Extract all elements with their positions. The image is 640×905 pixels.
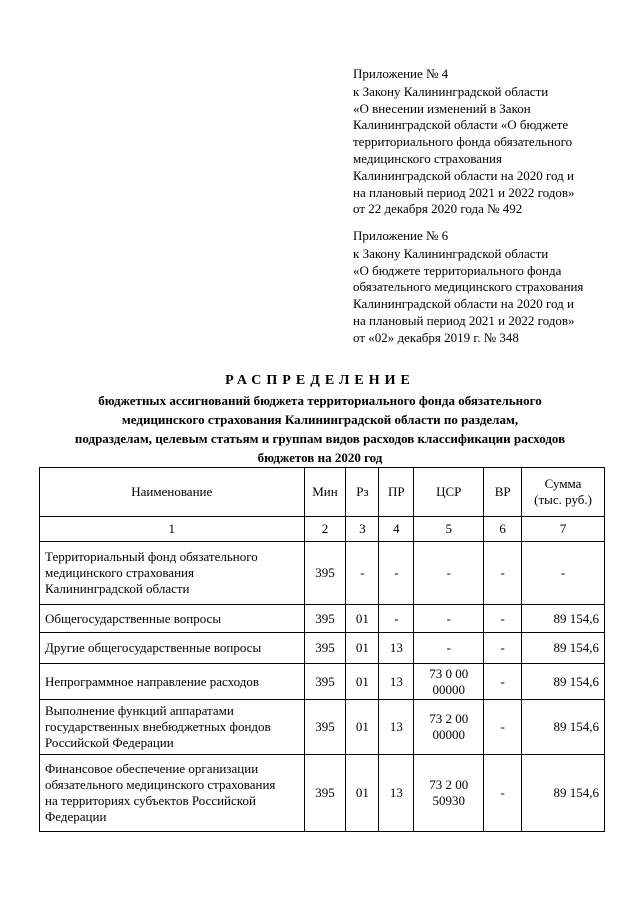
cell-vr: - (484, 633, 522, 664)
table-header-row (40, 468, 605, 517)
cell-pr: 13 (379, 755, 414, 832)
cell-rz: 01 (346, 700, 379, 755)
cell-csr-line: 73 2 00 (429, 777, 469, 792)
document-subtitle-line: медицинского страхования Калининградской области по разделам, (121, 412, 519, 427)
cell-csr (414, 700, 484, 755)
header-sum-line1: Сумма (544, 476, 582, 491)
cell-csr-line: - (446, 610, 451, 626)
cell-name (40, 755, 305, 832)
cell-csr (414, 633, 484, 664)
cell-rz: 01 (346, 755, 379, 832)
cell-csr-line: 50930 (432, 793, 465, 808)
cell-csr-line: - (446, 640, 451, 655)
cell-name-line: Финансовое обеспечение организации (45, 761, 259, 776)
cell-name-line: Непрограммное направление расходов (45, 673, 259, 689)
appendix-original-line: к Закону Калининградской области (353, 245, 549, 261)
appendix-original-line: обязательного медицинского страхования (353, 279, 584, 295)
appendix-original-line: «О бюджете территориального фонда (353, 262, 562, 278)
cell-min: 395 (304, 605, 346, 633)
column-number: 4 (379, 517, 414, 542)
cell-name (40, 605, 305, 633)
cell-pr: - (379, 542, 414, 605)
cell-name-line: Территориальный фонд обязательного (45, 549, 258, 564)
appendix-current-title: Приложение № 4 (353, 66, 449, 81)
column-number: 2 (304, 517, 346, 542)
cell-csr (414, 542, 484, 605)
cell-name-line: Общегосударственные вопросы (45, 610, 222, 626)
appendix-original-line: на плановый период 2021 и 2022 годов» (353, 312, 575, 328)
cell-name-line: государственных внебюджетных фондов (45, 719, 271, 734)
table-row (40, 700, 605, 755)
appendix-original-line: Калининградской области на 2020 год и (353, 296, 574, 312)
cell-pr: 13 (379, 664, 414, 700)
document-title: РАСПРЕДЕЛЕНИЕ (225, 373, 415, 388)
header-min: Мин (304, 468, 346, 517)
document-subtitle-line: бюджетов на 2020 год (257, 450, 383, 465)
appendix-original-block (353, 228, 605, 347)
cell-name-line: Калининградской области (45, 581, 190, 596)
cell-pr: 13 (379, 633, 414, 664)
table-row (40, 755, 605, 832)
column-number: 7 (522, 517, 605, 542)
document-subtitle-line: подразделам, целевым статьям и группам видов расходов классификации расходов (74, 431, 566, 446)
cell-pr: 13 (379, 700, 414, 755)
cell-csr (414, 664, 484, 700)
cell-name-line: обязательного медицинского страхования (45, 777, 276, 792)
cell-name-line: Выполнение функций аппаратами (45, 703, 234, 718)
cell-name (40, 664, 305, 700)
cell-min: 395 (304, 542, 346, 605)
appendix-current-line: на плановый период 2021 и 2022 годов» (353, 184, 575, 200)
cell-vr: - (484, 755, 522, 832)
appendix-current-block (353, 66, 605, 218)
cell-csr-line: 00000 (432, 681, 465, 697)
cell-rz: 01 (346, 633, 379, 664)
appendix-current-line: к Закону Калининградской области (353, 83, 549, 99)
cell-vr: - (484, 605, 522, 633)
column-number: 3 (346, 517, 379, 542)
cell-sum: - (522, 542, 605, 605)
cell-name (40, 700, 305, 755)
cell-rz: - (346, 542, 379, 605)
cell-csr-line: 73 2 00 (429, 711, 469, 726)
cell-csr-line: 00000 (432, 727, 465, 742)
column-number: 5 (414, 517, 484, 542)
appendix-current-line: Калининградской области на 2020 год и (353, 167, 574, 183)
cell-csr (414, 755, 484, 832)
header-rz: Рз (346, 468, 379, 517)
column-number: 6 (484, 517, 522, 542)
cell-rz: 01 (346, 605, 379, 633)
cell-sum: 89 154,6 (522, 605, 605, 633)
header-csr: ЦСР (414, 468, 484, 517)
cell-min: 395 (304, 755, 346, 832)
appendix-current-line: медицинского страхования (353, 150, 502, 166)
cell-vr: - (484, 700, 522, 755)
appendix-original-date: от «02» декабря 2019 г. № 348 (353, 329, 519, 345)
cell-vr: - (484, 664, 522, 700)
header-vr: ВР (484, 468, 522, 517)
column-number: 1 (40, 517, 305, 542)
cell-name-line: медицинского страхования (45, 565, 194, 580)
cell-name-line: Российской Федерации (45, 735, 174, 750)
cell-csr (414, 605, 484, 633)
cell-sum: 89 154,6 (522, 755, 605, 832)
header-name: Наименование (40, 468, 305, 517)
header-pr: ПР (379, 468, 414, 517)
cell-sum: 89 154,6 (522, 700, 605, 755)
cell-name (40, 633, 305, 664)
appendix-current-line: «О внесении изменений в Закон (353, 100, 531, 116)
cell-pr: - (379, 605, 414, 633)
table-body (40, 542, 605, 832)
table-row (40, 633, 605, 664)
header-sum-line2: (тыс. руб.) (534, 492, 592, 507)
cell-min: 395 (304, 664, 346, 700)
document-subtitle-line: бюджетных ассигнований бюджета территориального фонда обязательного (98, 393, 542, 408)
cell-csr-line: - (446, 565, 451, 580)
appendix-current-line: Калининградской области «О бюджете (353, 117, 569, 133)
column-number-row (40, 517, 605, 542)
table-row (40, 664, 605, 700)
document-heading (40, 372, 600, 466)
table-row (40, 605, 605, 633)
cell-name-line: на территориях субъектов Российской (45, 793, 256, 808)
appendix-original-title: Приложение № 6 (353, 228, 449, 243)
cell-name (40, 542, 305, 605)
budget-table (39, 467, 605, 832)
cell-name-line: Федерации (45, 809, 107, 824)
cell-csr-line: 73 0 00 (429, 665, 469, 681)
cell-rz: 01 (346, 664, 379, 700)
cell-sum: 89 154,6 (522, 633, 605, 664)
appendix-current-date: от 22 декабря 2020 года № 492 (353, 201, 523, 217)
appendix-current-line: территориального фонда обязательного (353, 134, 573, 150)
cell-min: 395 (304, 700, 346, 755)
cell-name-line: Другие общегосударственные вопросы (45, 640, 262, 655)
cell-vr: - (484, 542, 522, 605)
cell-sum: 89 154,6 (522, 664, 605, 700)
cell-min: 395 (304, 633, 346, 664)
table-row (40, 542, 605, 605)
header-sum (522, 468, 605, 517)
